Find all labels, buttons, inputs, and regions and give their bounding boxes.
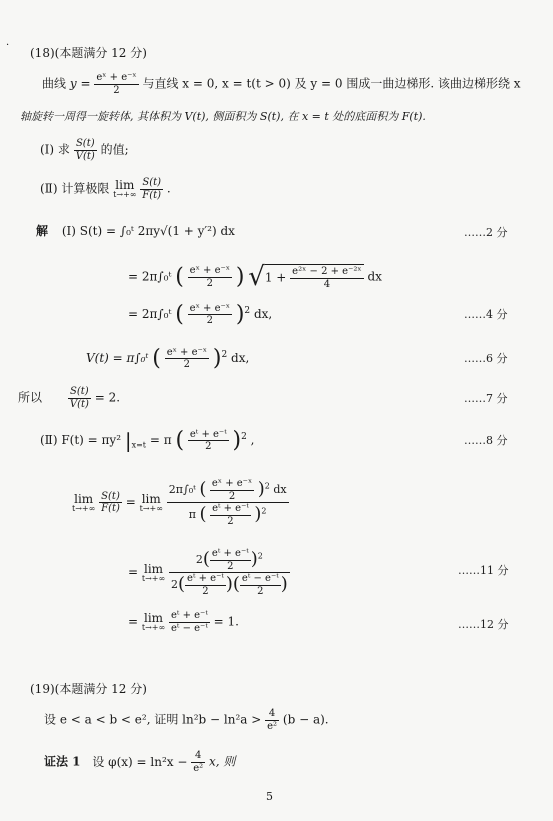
part-2-eval: x=t [131,440,147,450]
lim-1-rhs-num-pre: 2π∫₀ᵗ [168,483,196,496]
part-1-den: V(t) [75,150,95,162]
solution-part-2: (Ⅱ) F(t) = πy² $|_{x=t} = \pi$ ( $\frac{\text{eᵗ + e⁻ᵗ}}{2}$ )$^2$ , [40,428,255,453]
problem-19-stmt-fraction [265,708,279,732]
line-2-frac-den: 2 [206,277,214,289]
part-2-sol-num: eᵗ + e⁻ᵗ [189,428,227,440]
so-label: 所以 [18,390,43,405]
solution-line-2: = 2π∫₀ᵗ ( $\frac{\text{eˣ + e⁻ˣ}}{2}$ ) √1 + $\frac{\text{e²ˣ − 2 + e⁻²ˣ}}{4}$ dx [128,262,382,292]
proof-pre: 设 φ(x) = ln²x − [92,754,188,769]
lim-3-fraction [169,610,210,634]
lim-1-rhs-numerator: 2π∫₀ᵗ ( $\frac{\text{eˣ + e⁻ˣ}}{2}$ )$^2$ dx [168,478,287,502]
lim-2-num-inner-den: 2 [227,560,234,572]
part-2-sol-tail: , [250,433,255,447]
intro-frac-den: 2 [113,84,120,96]
problem-19-stmt-tail: (b − a). [282,712,329,727]
intro-y: y = [69,76,91,91]
part-2-num: S(t) [140,177,163,190]
score-11: ……11 分 [458,564,509,577]
lim-2-num-inner-fraction [210,548,251,572]
problem-19-stmt-num: 4 [265,708,279,721]
lim-1-den-inner-fraction [210,503,251,527]
problem-19-header: (19)(本题满分 12 分) [30,682,147,696]
part-1-label: (Ⅰ) 求 [40,142,70,157]
lim-3-den: eᵗ − e⁻ᵗ [171,622,208,634]
lim-1-inner-fraction [210,478,254,502]
problem-18-intro-line-2: 轴旋转一周得一旋转体, 其体积为 V(t), 侧面积为 S(t), 在 x = t 处的底面积为 F(t). [20,110,426,123]
lim-2-den-a-fraction [185,573,226,597]
lim-2-sub: t→+∞ [141,573,166,583]
lim-1-eq: = [125,495,136,509]
lim-2-den-b-num: eᵗ − e⁻ᵗ [241,573,279,584]
score-12: ……12 分 [458,618,509,631]
problem-19-stmt-pre: 设 e < a < b < e², 证明 ln²b − ln²a > [44,712,262,727]
line-2-frac-num: eˣ + e⁻ˣ [189,265,230,276]
intro-rest: 与直线 x = 0, x = t(t > 0) 及 y = 0 围成一曲边梯形. 该曲边梯形绕 x [142,76,521,91]
part-2-den: F(t) [142,189,162,201]
intro-frac-num: eˣ + e⁻ˣ [96,72,137,83]
lim-1-rhs-den-pre: π [188,508,197,521]
line-2-fraction [188,265,232,289]
problem-18-intro-line-1 [42,72,521,96]
solution-line-1-text: (Ⅰ) S(t) = ∫₀ᵗ 2πy√(1 + y′²) dx [61,224,235,238]
limit-line-1 [72,478,289,527]
problem-18-part-1 [40,138,129,162]
part-2-lim-sub: t→+∞ [113,190,137,199]
intro-fraction [94,72,138,96]
lim-1-inner-num: eˣ + e⁻ˣ [211,478,253,489]
problem-19-proof [44,750,235,774]
page-number: 5 [266,790,273,803]
lim-3-num: eᵗ + e⁻ᵗ [171,610,208,621]
line-2-sqrt [265,264,364,290]
lim-3-tail: = 1. [213,614,239,629]
line-2-sqrt-fraction [290,266,363,290]
line-4-fraction [165,347,209,371]
part-1-tail: 的值; [100,142,129,157]
part-2-sol-fraction [188,429,229,453]
lim-3-sub: t→+∞ [141,623,166,632]
limit-line-3 [128,610,239,634]
solution-so-line [18,386,120,410]
solution-line-4: V(t) = π∫₀ᵗ ( $\frac{\text{eˣ + e⁻ˣ}}{2}$ )$^2$ dx, [86,346,250,371]
score-2: ……2 分 [464,226,508,239]
lim-1-den-inner-num: eᵗ + e⁻ᵗ [212,503,249,514]
lim-1-den-inner-den: 2 [227,515,234,527]
line-3-prefix: = 2π∫₀ᵗ [128,307,172,321]
lim-1-rhs-fraction [167,478,289,527]
part-2-lim: lim [115,178,135,192]
part-2-fraction [140,177,163,201]
proof-tail: x, 则 [209,754,236,769]
lim-2-den-a-den: 2 [202,585,209,597]
line-2-sqrt-num: e²ˣ − 2 + e⁻²ˣ [292,266,362,277]
lim-3-lim: lim [144,611,164,625]
line-3-frac-num: eˣ + e⁻ˣ [189,302,230,314]
lim-2-den-b-den: 2 [257,585,264,597]
problem-18-part-2 [40,177,171,201]
lim-2-num-pre: 2 [195,553,203,566]
line-4-prefix: V(t) = π∫₀ᵗ [86,351,149,365]
solution-line-1 [36,222,235,239]
part-1-num: S(t) [74,138,97,151]
score-6: ……6 分 [464,352,508,365]
lim-1-rhs-lim: lim [141,491,161,506]
problem-18-header: (18)(本题满分 12 分) [30,46,147,60]
part-2-sol-den: 2 [205,441,212,452]
lim-1-rhs-denominator: π ( $\frac{\text{eᵗ + e⁻ᵗ}}{2}$ )$^2$ [188,503,267,527]
line-3-frac-den: 2 [206,315,214,326]
lim-2-num-inner-num: eᵗ + e⁻ᵗ [211,548,249,559]
corner-mark: · [6,40,10,51]
line-3-fraction [188,303,232,327]
lim-1-lim: lim [74,491,94,506]
part-2-mid: = π [149,433,172,447]
lim-1-lhs-fraction [99,491,122,515]
lim-2-fraction [169,548,290,597]
proof-label: 证法 1 [44,754,81,769]
lim-2-lim: lim [144,561,164,576]
lim-1-sub: t→+∞ [72,503,96,513]
line-4-frac-num: eˣ + e⁻ˣ [166,346,208,358]
line-2-sqrt-den: 4 [323,278,331,290]
proof-num: 4 [191,750,205,763]
lim-2-denominator: 2( $\frac{\text{eᵗ + e⁻ᵗ}}{2}$ )( $\frac{\text{eᵗ − e⁻ᵗ}}{2}$ ) [171,573,288,597]
problem-19-statement [44,708,329,732]
line-2-sqrt-pre: 1 + [264,270,287,285]
problem-19-stmt-den: e² [267,720,278,732]
lim-2-den-pre: 2 [171,578,179,591]
lim-1-rhs-num-tail: dx [273,483,287,496]
solution-line-3: = 2π∫₀ᵗ ( $\frac{\text{eˣ + e⁻ˣ}}{2}$ )$^2$ dx, [128,302,273,327]
line-2-prefix: = 2π∫₀ᵗ [128,269,172,284]
score-4: ……4 分 [464,308,508,321]
lim-2-den-b-fraction [240,573,281,597]
lim-1-inner-den: 2 [228,490,236,502]
proof-fraction [191,750,205,774]
intro-prefix: 曲线 [42,76,67,91]
part-1-fraction [74,138,97,162]
score-8: ……8 分 [464,434,508,447]
lim-2-numerator: 2( $\frac{\text{eᵗ + e⁻ᵗ}}{2}$ )$^2$ [169,548,290,573]
line-4-frac-den: 2 [183,359,191,370]
line-4-tail: dx, [231,351,250,365]
lim-3-eq: = [128,614,139,629]
line-3-tail: dx, [253,307,273,321]
lim-2-eq: = [128,565,139,579]
so-fraction [68,386,91,410]
score-7: ……7 分 [464,392,508,405]
lim-2-den-a-num: eᵗ + e⁻ᵗ [187,573,224,584]
proof-den: e² [193,762,204,774]
lim-1-rhs-sub: t→+∞ [139,503,163,513]
line-2-tail: dx [367,269,382,284]
lim-1-lhs-den: F(t) [101,503,120,514]
so-num: S(t) [68,386,91,399]
part-2-tail: . [166,181,171,196]
lim-1-lhs-num: S(t) [99,491,122,504]
part-2-label: (Ⅱ) 计算极限 [40,181,110,196]
part-2-prefix: (Ⅱ) F(t) = πy² [40,433,122,447]
so-tail: = 2. [94,390,121,405]
so-den: V(t) [69,398,89,410]
limit-line-2 [128,548,290,597]
solution-jie: 解 [36,224,49,238]
